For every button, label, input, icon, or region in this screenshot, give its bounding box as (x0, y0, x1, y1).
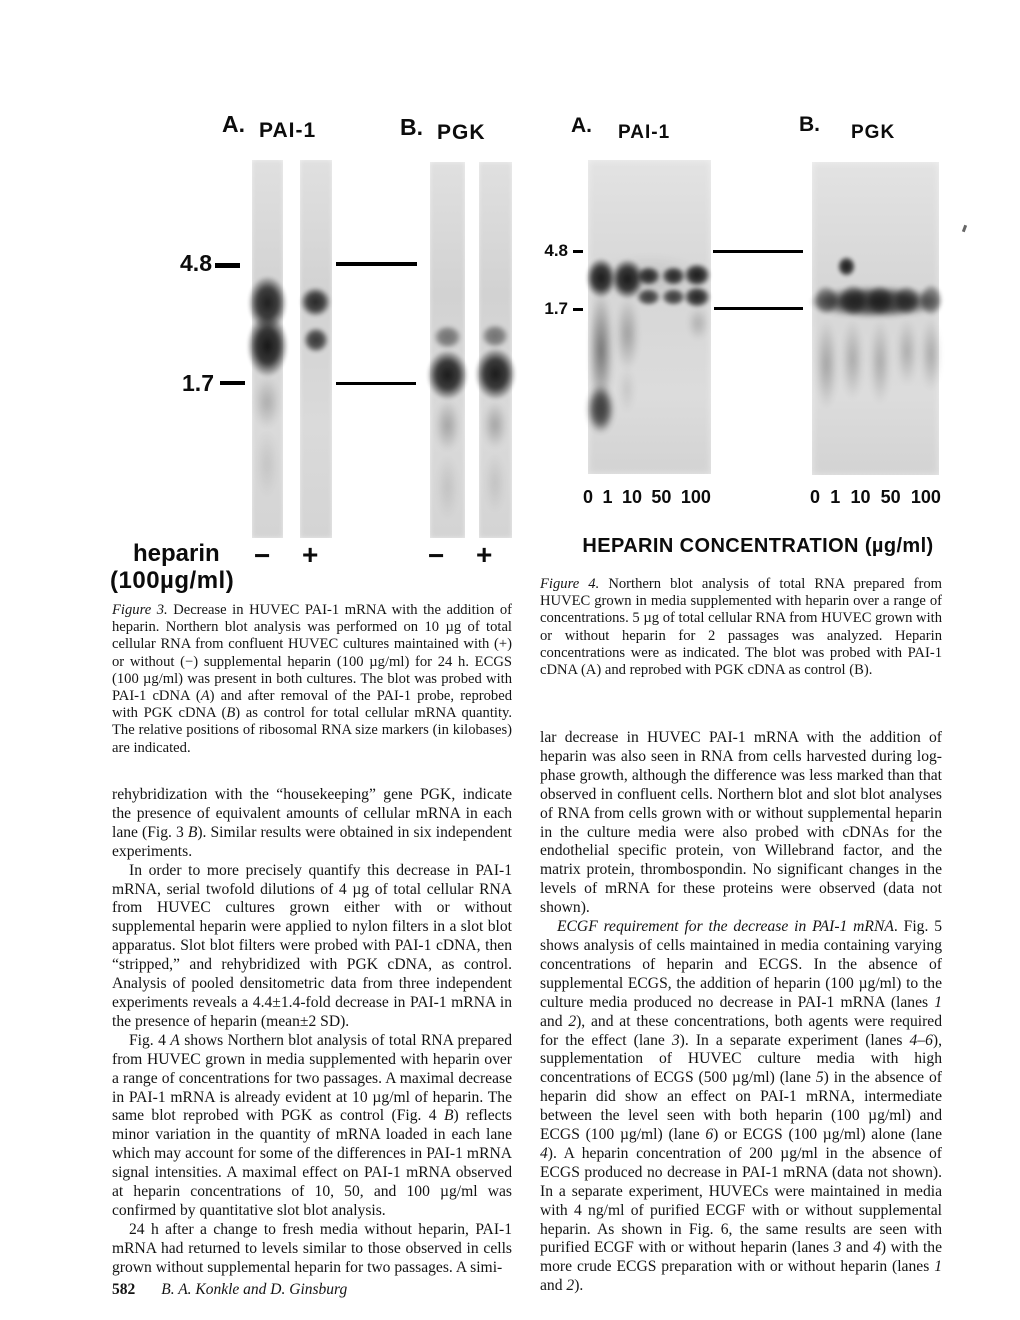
lane-label: 0 (583, 487, 594, 507)
figure3-panel-a-title: PAI-1 (259, 119, 317, 142)
figure3-panel-b-title: PGK (437, 121, 486, 144)
paragraph: ECGF requirement for the decrease in PAI-1 mRNA. Fig. 5 shows analysis of cells maintained in media containing varying concentrations of heparin and ECGS. In the absence of supplemental ECGS, the addition of heparin (100 µg/ml) to the culture media produced no decrease in PAI-1 mRNA (lanes 1 and 2), and at these concentrations, both agents were required for the effect (lane 3). In a separate experiment (lanes 4–6), supplementation of HUVEC culture media with high concentrations of ECGS (500 µg/ml) (lane 5) in the absence of heparin did show an effect on PAI-1 mRNA, intermediate between the level seen with both heparin (100 µg/ml) and ECGS (100 µg/ml) (lane 6) or ECGS (100 µg/ml) alone (lane 4). A heparin concentration of 200 µg/ml in the absence of ECGS produced no decrease in PAI-1 mRNA (data not shown). In a separate experiment, HUVECs were maintained in media with 4 ng/ml of purified ECGF with or without supplemental heparin. As shown in Fig. 6, the same results are seen with purified ECGF with or without heparin (lanes 3 and 4) with the more crude ECGS preparation with or without heparin (lanes 1 and 2). (540, 918, 943, 1295)
lane-label: 1 (830, 487, 841, 507)
body-right-column (540, 729, 942, 1296)
page-footer (112, 1281, 347, 1299)
lane-label: 1 (602, 487, 613, 507)
lane-label: 10 (621, 487, 642, 507)
lane-label: 0 (810, 487, 821, 507)
blot-band (587, 385, 614, 433)
figure4-panel-b-blot (812, 162, 939, 475)
figure3-treatment-label: heparin (133, 540, 220, 567)
blot-smear (841, 317, 864, 402)
figure3-size-marker-1.7: 1.7 (182, 370, 214, 396)
figure4-panel-b-title: PGK (851, 122, 896, 143)
figure3-panel-a-letter: A. (222, 111, 245, 137)
body-left-column (112, 786, 512, 1278)
figure-4-caption: Figure 4. Northern blot analysis of total RNA prepared from HUVEC grown in media supplemented with heparin over a range of concentrations. 5 µg of total cellular RNA from HUVEC grown with or without heparin for 2 passages was analyzed. Heparin concentrations were as indicated. The blot was probed with PAI-1 cDNA (A) and reprobed with PGK cDNA as control (B). (540, 576, 942, 679)
figure4-size-marker-4.8: 4.8 (544, 241, 568, 260)
figure4-marker-tick-1.7 (573, 308, 583, 311)
lane-label: 100 (910, 487, 941, 507)
blot-band (813, 285, 839, 315)
figure4-marker-line-lower (714, 307, 803, 310)
paragraph: 24 h after a change to fresh media without heparin, PAI-1 mRNA had returned to levels similar to those observed in cells grown without supplemental heparin for two passages. A simi- (112, 1220, 512, 1276)
scan-speck (962, 225, 967, 233)
blot-band (894, 285, 920, 315)
figure4-size-marker-1.7: 1.7 (544, 299, 568, 318)
figure3-lane-sign-2: + (302, 539, 319, 570)
blot-band (636, 288, 661, 306)
lane-label: 10 (850, 487, 871, 507)
figure4-panel-a-title: PAI-1 (618, 122, 671, 143)
blot-smear (920, 317, 942, 392)
running-title: B. A. Konkle and D. Ginsburg (161, 1281, 348, 1298)
figure3-lane-sign-3: − (428, 540, 445, 571)
figure-4 (0, 0, 1020, 620)
blot-band (683, 286, 711, 308)
figure3-lane-sign-1: − (254, 540, 271, 571)
blot-band (919, 284, 943, 316)
blot-band (839, 284, 867, 316)
blot-smear (618, 365, 636, 415)
figure4-panel-a-lane-labels (583, 487, 711, 508)
figure4-axis-title: HEPARIN CONCENTRATION (µg/ml) (582, 535, 934, 557)
blot-band (636, 266, 661, 286)
blot-smear (896, 317, 918, 387)
blot-smear (687, 306, 709, 341)
figure3-treatment-units: (100µg/ml) (110, 567, 235, 594)
figure4-marker-line-upper (713, 250, 803, 253)
lane-label: 50 (651, 487, 672, 507)
blot-smear (615, 295, 640, 373)
lane-label: 100 (680, 487, 711, 507)
figure4-panel-b-lane-labels (810, 487, 941, 508)
figure3-panel-b-letter: B. (400, 114, 423, 140)
blot-smear (815, 317, 838, 412)
figure4-panel-a-letter: A. (571, 114, 592, 137)
paragraph: lar decrease in HUVEC PAI-1 mRNA with the addition of heparin was also seen in RNA from cells harvested during log-phase growth, although the difference was less marked than that observed in confluent cells. Northern blot and slot blot analyses of RNA from cells grown with or without supplemental heparin in the culture media were also probed with cDNAs for the endothelial specific protein, von Willebrand factor, and the matrix protein, thrombospondin. No significant changes in the levels of mRNA for these proteins were observed (data not shown). (540, 729, 942, 917)
figure3-lane-sign-4: + (476, 539, 493, 570)
blot-band (867, 285, 893, 315)
blot-smear (869, 317, 891, 407)
figure3-size-marker-4.8: 4.8 (180, 250, 212, 276)
figure4-marker-tick-4.8 (573, 250, 583, 253)
figure-3-caption: Figure 3. Decrease in HUVEC PAI-1 mRNA with the addition of heparin. Northern blot analysis was performed on 10 µg of total cellular RNA from confluent HUVEC cultures maintained with (+) or without (−) supplemental heparin (100 µg/ml) for 24 h. ECGS (100 µg/ml) was present in both cultures. The blot was probed with PAI-1 cDNA (A) and after removal of the PAI-1 probe, reprobed with PGK cDNA (B) as control for total cellular mRNA quantity. The relative positions of ribosomal RNA size markers (in kilobases) are indicated. (112, 602, 513, 756)
figure4-panel-a-blot (588, 160, 711, 474)
paragraph: In order to more precisely quantify this decrease in PAI-1 mRNA, serial twofold dilutions of 4 µg of total cellular RNA from HUVEC cultures grown either with or without supplemental heparin were applied to nylon filters in a slot blot apparatus. Slot blot filters were probed with PAI-1 cDNA, then “stripped,” and rehybridized with PGK cDNA, as control. Analysis of pooled densitometric data from three independent experiments reveals a 4.4±1.4-fold decrease in PAI-1 mRNA in the presence of heparin (mean±2 SD). (112, 861, 512, 1030)
blot-band (837, 256, 856, 277)
page-number: 582 (112, 1281, 136, 1298)
lane-label: 50 (880, 487, 901, 507)
blot-band (683, 263, 711, 287)
paragraph: rehybridization with the “housekeeping” gene PGK, indicate the presence of equivalent amounts of cellular mRNA in each lane (Fig. 3 B). Similar results were obtained in six independent experiments. (112, 786, 512, 860)
figure4-panel-b-letter: B. (799, 113, 820, 136)
paragraph: Fig. 4 A shows Northern blot analysis of total RNA prepared from HUVEC grown in media supplemented with heparin over a range of concentrations for two passages. A maximal decrease in PAI-1 mRNA is already evident at 10 µg/ml of heparin. The same blot reprobed with PGK as control (Fig. 4 B) reflects minor variation in the quantity of mRNA loaded in each lane which may account for some of the differences in PAI-1 mRNA signal intensities. A maximal effect on PAI-1 mRNA observed at heparin concentrations of 10, 50, and 100 µg/ml was confirmed by quantitative slot blot analysis. (112, 1031, 513, 1219)
